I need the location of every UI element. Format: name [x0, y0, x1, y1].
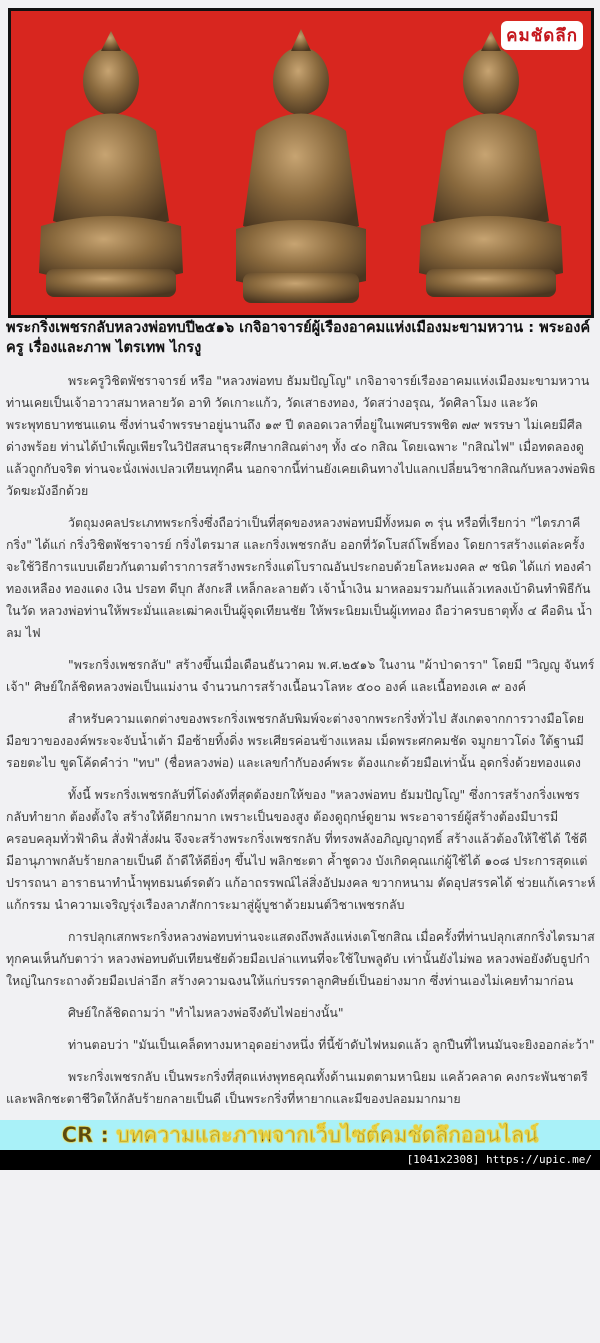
amulet-figures — [11, 11, 591, 315]
paragraph: วัตถุมงคลประเภทพระกริ่งซึ่งถือว่าเป็นที่สุดของหลวงพ่อทบมีทั้งหมด ๓ รุ่น หรือที่เรียกว่า "ไตรภาคีกริ่ง" ได้แก่ กริ่งวิชิตพัชราจารย์ กริ่งไตรมาส และกริ่งเพชรกลับ ออกที่วัดโบสถ์โพธิ์ทอง โดยการสร้างแต่ละครั้งจะใช้วิธีการแบบเดียวกันตามตำราการสร้างพระกริ่งแต่โบราณอันประกอบด้วยโลหะมงคล ๙ ชนิด ได้แก่ ทองคำ ทองเหลือง ทองแดง เงิน ปรอท ดีบุก สังกะสี เหล็กละลายตัว เจ้าน้ำเงิน มาหลอมรวมกันแล้วเทลงเบ้าดินทำพิธีกันในวัด หลวงพ่อท่านให้พระมั่นและเฒ่าคงเป็นผู้จุดเทียนชัย ให้พระนิยมเป็นผู้เททอง ถือว่าครบธาตุทั้ง ๔ คือดิน น้ำ ลม ไฟ — [6, 515, 593, 640]
paragraph: "พระกริ่งเพชรกลับ" สร้างขึ้นเมื่อเดือนธันวาคม พ.ศ.๒๕๑๖ ในงาน "ผ้าป่าดารา" โดยมี "วิญญู จันทร์เจ้า" ศิษย์ใกล้ชิดหลวงพ่อเป็นแม่งาน จำนวนการสร้างเนื้อนวโลหะ ๕๐๐ องค์ และเนื้อทองเค ๙ องค์ — [6, 657, 595, 694]
paragraph: พระกริ่งเพชรกลับ เป็นพระกริ่งที่สุดแห่งพุทธคุณทั้งด้านเมตตามหานิยม แคล้วคลาด คงกระพันชาตรี และพลิกชะตาชีวิตให้กลับร้ายกลายเป็นดี เป็นพระกริ่งที่หายากและมีของปลอมมากมาย — [6, 1069, 588, 1106]
credit-banner: CR : บทความและภาพจากเว็บไซต์คมชัดลึกออนไลน์ — [0, 1120, 600, 1150]
article-title: พระกริ่งเพชรกลับหลวงพ่อทบปี๒๕๑๖ เกจิอาจารย์ผู้เรืองอาคมแห่งเมืองมะขามหวาน : พระองค์ครู เรื่องและภาพ ไตรเทพ ไกรงู — [6, 319, 591, 356]
amulet-photo — [8, 8, 594, 318]
amulet-front-right — [419, 31, 563, 297]
amulet-front-left — [39, 31, 183, 297]
paragraph: ทั้งนี้ พระกริ่งเพชรกลับที่โด่งดังที่สุดต้องยกให้ของ "หลวงพ่อทบ ธัมมปัญโญ" ซึ่งการสร้างกริ่งเพชรกลับทำยาก ต้องตั้งใจ สร้างให้ดียากมาก เพราะเป็นของสูง ต้องดูฤกษ์ดูยาม พระอาจารย์ผู้สร้างต้องมีบารมีครอบคลุมทั่วฟ้าดิน สั่งฟ้าสั่งฝน จึงจะสร้างพระกริ่งเพชรกลับ ที่ทรงพลังอภิญญาฤทธิ์ สร้างแล้วต้องให้ใช้ได้ ใช้ดี มีอานุภาพกลับร้ายกลายเป็นดี ถ้าดีให้ดียิ่งๆ ขึ้นไป พลิกชะตา ค้ำชูดวง บังเกิดคุณแก่ผู้ใช้ได้ ๑๐๘ ประการสุดแต่ปรารถนา อาราธนาทำน้ำพุทธมนต์รดตัว แก้อาถรรพณ์ไล่สิ่งอัปมงคล ขวากหนาม ตัดอุปสรรคได้ ช่วยแก้เคราะห์แก้กรรม นำความเจริญรุ่งเรืองลาภสักการะมาสู่ผู้บูชาด้วยมนต์วิชาเพชรกลับ — [6, 787, 596, 912]
image-host-link[interactable]: [1041x2308] https://upic.me/ — [406, 1153, 592, 1166]
kom-chad-luek-logo: คมชัดลึก — [501, 21, 583, 50]
image-host-footer — [0, 1150, 600, 1170]
paragraph: ท่านตอบว่า "มันเป็นเคล็ดทางมหาอุดอย่างหนึ่ง ที่นี้ข้าดับไฟหมดแล้ว ลูกปืนที่ไหนมันจะยิงออกล่ะว้า" — [68, 1037, 595, 1052]
paragraph: การปลุกเสกพระกริ่งหลวงพ่อทบท่านจะแสดงถึงพลังแห่งเตโชกสิณ เมื่อครั้งที่ท่านปลุกเสกกริ่งไตรมาส ทุกคนเห็นกับตาว่า หลวงพ่อทบดับเทียนชัยด้วยมือเปล่าแทนที่จะใช้ใบพลูดับ เท่านั้นยังไม่พอ หลวงพ่อยังดับธูปกำใหญ่ในกระถางด้วยมือเปล่าอีก สร้างความฉงนให้แก่บรรดาลูกศิษย์เป็นอย่างมาก ซึ่งท่านเองไม่เคยทำมาก่อน — [6, 929, 595, 988]
amulet-back — [236, 29, 366, 303]
article-body — [6, 370, 596, 1110]
paragraph: สำหรับความแตกต่างของพระกริ่งเพชรกลับพิมพ์จะต่างจากพระกริ่งทั่วไป สังเกตจากการวางมือโดยมือขวาขององค์พระจะจับน้ำเต้า มือซ้ายทิ้งดิ่ง พระเศียรค่อนข้างแหลม เม็ดพระศกคมชัด จมูกยาวโด่ง ใต้ฐานมีรอยตะไบ ขูดโค้ดคำว่า "ทบ" (ชื่อหลวงพ่อ) และเลขกำกับองค์พระ ต้องแกะด้วยมือเท่านั้น อุดกริ่งด้วยทองแดง — [6, 711, 585, 770]
paragraph: พระครูวิชิตพัชราจารย์ หรือ "หลวงพ่อทบ ธัมมปัญโญ" เกจิอาจารย์เรืองอาคมแห่งเมืองมะขามหวาน ท่านเคยเป็นเจ้าอาวาสมาหลายวัด อาทิ วัดเกาะแก้ว, วัดเสาธงทอง, วัดสว่างอรุณ, วัดศิลาโมง และวัดพระพุทธบาทชนแดน ซึ่งท่านจำพรรษาอยู่นานถึง ๑๙ ปี ตลอดเวลาที่อยู่ในเพศบรรพชิต ๗๙ พรรษา ไม่เคยมีศีลด่างพร้อย ท่านได้บำเพ็ญเพียรในวิปัสสนาธุระศึกษากสิณต่างๆ ทั้ง ๔๐ กสิณ โดยเฉพาะ "กสิณไฟ" เมื่อทดลองดูแล้วถูกกับจริต ท่านจะนั่งเพ่งเปลวเทียนทุกคืน นอกจากนี้ท่านยังเคยเดินทางไปแลกเปลี่ยนวิชากสิณกับหลวงพ่อพิธ วัดฆะมังอีกด้วย — [6, 373, 596, 498]
paragraph: ศิษย์ใกล้ชิดถามว่า "ทำไมหลวงพ่อจึงดับไฟอย่างนั้น" — [68, 1005, 344, 1020]
